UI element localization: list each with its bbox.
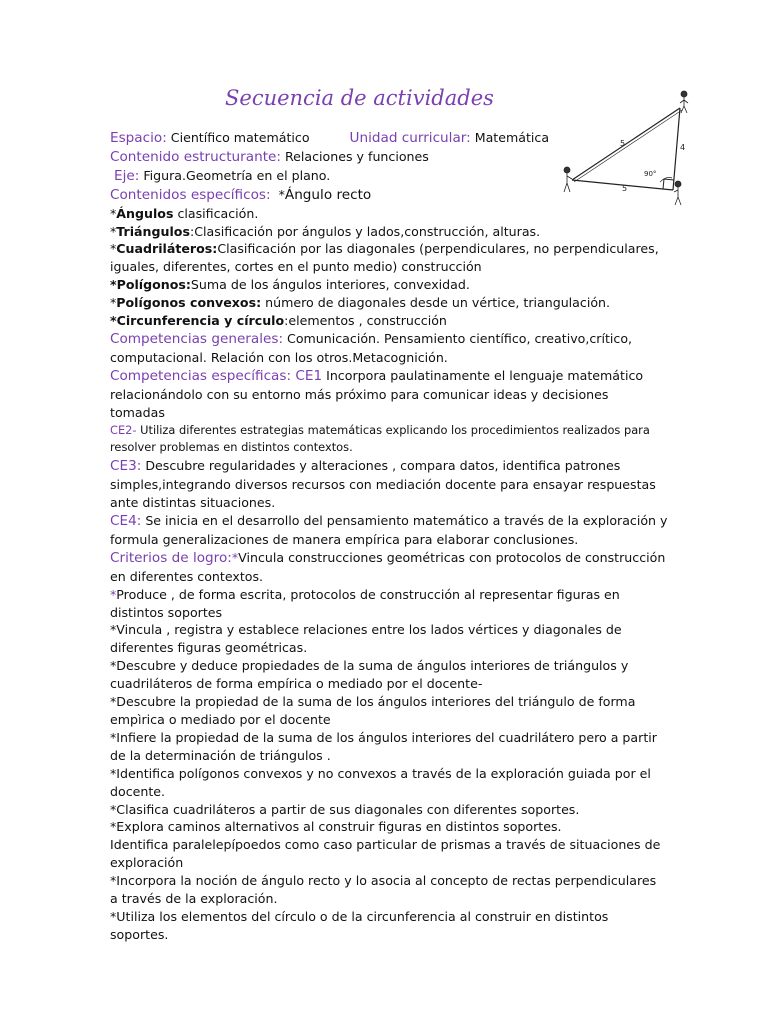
ce2-label: CE2- (110, 422, 137, 437)
cuadrilateros-line (110, 240, 662, 258)
competencias-especificas-line-3: tomadas (110, 404, 165, 420)
ce4-line-2: formula generalizaciones de manera empírica para elaborar conclusiones. (110, 531, 579, 547)
contenidos-especificos-star: * (270, 186, 285, 202)
contenidos-especificos-value: Ángulo recto (284, 186, 372, 203)
criterio-text: Identifica paralelepípoedos como caso particular de prismas a través de situaciones de (110, 837, 661, 853)
criterio-text: *Descubre y deduce propiedades de la suma de ángulos interiores de triángulos y (110, 658, 629, 674)
criterio-item (110, 908, 662, 926)
criterio-text: *Identifica polígonos convexos y no convexos a través de la exploración guiada por el (110, 765, 651, 781)
criterio-text: *Infiere la propiedad de la suma de los ángulos interiores del cuadrilátero pero a partir (110, 729, 657, 745)
ce2-line1: Utiliza diferentes estrategias matemáticas explicando los procedimientos realizados para (136, 422, 650, 437)
contenido-estructurante-label: Contenido estructurante: (110, 148, 281, 165)
criterio-item-continuation: cuadriláteros de forma empírica o mediado por el docente- (110, 676, 483, 692)
criterios-star: * (231, 549, 239, 565)
competencias-especificas-line (110, 367, 662, 386)
ce3-line1: Descubre regularidades y alteraciones , compara datos, identifica patrones (141, 458, 621, 474)
eje-line (110, 167, 662, 186)
poligonos-line (110, 276, 662, 294)
criterio-item-continuation: distintos soportes (110, 604, 223, 620)
criterio-item-continuation: diferentes figuras geométricas. (110, 640, 308, 656)
ce3-label: CE3: (110, 458, 142, 475)
criterio-item (110, 765, 662, 783)
criterio-item (110, 836, 662, 854)
criterio-item-continuation: de la determinación de triángulos . (110, 747, 331, 763)
criterio-text: *Descubre la propiedad de la suma de los ángulos interiores del triángulo de forma (110, 694, 636, 710)
criterio-item (110, 586, 662, 604)
criterio-text: *Explora caminos alternativos al construir figuras en distintos soportes. (110, 819, 562, 835)
cuadrilateros-line-2: iguales, diferentes, cortes en el punto medio) construcción (110, 259, 482, 275)
criterio-text: Produce , de forma escrita, protocolos de construcción al representar figuras en (116, 586, 620, 602)
ce4-line (110, 512, 668, 531)
criterio-item (110, 729, 662, 747)
circunferencia-line (110, 312, 662, 330)
criterio-item-continuation: docente. (110, 783, 166, 799)
criterio-item (110, 693, 662, 711)
ce3-line-3: ante distintas situaciones. (110, 495, 276, 511)
espacio-line (110, 129, 662, 148)
angulos-line (110, 205, 662, 223)
competencias-especificas-label: Competencias específicas: CE1 (110, 367, 323, 384)
criterio-item (110, 657, 662, 675)
criterios-line (110, 549, 666, 568)
unidad-value: Matemática (470, 130, 550, 145)
contenidos-especificos-label: Contenidos específicos: (110, 186, 271, 203)
cuadrilateros-rest1: Clasificación por las diagonales (perpendiculares, no perpendiculares, (217, 241, 659, 257)
contenido-estructurante-line (110, 148, 662, 167)
eje-label: Eje: (114, 167, 140, 184)
cuadrilateros-star: * (110, 241, 117, 257)
angulos-rest: clasificación. (173, 205, 259, 221)
criterio-text: *Clasifica cuadriláteros a partir de sus diagonales con diferentes soportes. (110, 801, 580, 817)
criterio-text: *Utiliza los elementos del círculo o de la circunferencia al construir en distintos (110, 908, 609, 924)
criterio-item-continuation: exploración (110, 855, 184, 871)
triangulos-rest: :Clasificación por ángulos y lados,construcción, alturas. (189, 223, 541, 239)
competencias-especificas-line-2: relacionándolo con su entorno más próximo para comunicar ideas y decisiones (110, 386, 609, 402)
eje-value: Figura.Geometría en el plano. (139, 167, 331, 183)
criterios-label: Criterios de logro: (110, 549, 232, 566)
ce4-line1: Se inicia en el desarrollo del pensamiento matemático a través de la exploración y (141, 513, 668, 529)
figure-label-5-top: 5 (620, 139, 626, 148)
triangulos-term: Triángulos (116, 223, 190, 239)
poligonos-rest: Suma de los ángulos interiores, convexidad. (190, 277, 470, 293)
criterios-line-2: en diferentes contextos. (110, 568, 264, 584)
criterio-item (110, 818, 662, 836)
criterio-text: *Incorpora la noción de ángulo recto y lo asocia al concepto de rectas perpendiculares (110, 873, 657, 889)
ce3-line (110, 457, 662, 476)
poligonos-convexos-line (110, 294, 662, 312)
person-top-icon (680, 91, 688, 113)
triangulos-star: * (110, 223, 117, 239)
triangulos-line (110, 223, 662, 241)
circunferencia-term: *Circunferencia y círculo (110, 313, 285, 329)
ce3-line-2: simples,integrando diversos recursos con mediación docente para ensayar respuestas (110, 477, 656, 493)
criterio-item (110, 801, 662, 819)
figure-label-angle: 90° (644, 170, 657, 178)
criterio-item-continuation: a través de la exploración. (110, 891, 278, 907)
criterio-text: *Vincula , registra y establece relaciones entre los lados vértices y diagonales de (110, 622, 622, 638)
unidad-label: Unidad curricular: (349, 130, 471, 146)
contenidos-especificos-line (110, 186, 662, 205)
competencias-generales-label: Competencias generales: (110, 330, 284, 347)
poligonos-convexos-rest: número de diagonales desde un vértice, triangulación. (261, 295, 611, 311)
ce4-label: CE4: (110, 513, 142, 530)
figure-label-4: 4 (680, 143, 686, 152)
poligonos-convexos-star: * (110, 295, 117, 311)
circunferencia-rest: :elementos , construcción (284, 313, 447, 329)
person-right-icon (674, 181, 681, 205)
ce2-line (110, 422, 662, 440)
poligonos-convexos-term: Polígonos convexos: (116, 295, 262, 311)
criterios-list (110, 586, 662, 944)
page-title: Secuencia de actividades (225, 86, 494, 110)
competencias-generales-line (110, 330, 662, 349)
competencias-especificas-line1: Incorpora paulatinamente el lenguaje matemático (322, 367, 644, 383)
criterio-star: * (110, 586, 117, 602)
criterios-line1: Vincula construcciones geométricas con protocolos de construcción (238, 549, 666, 565)
espacio-label: Espacio: (110, 130, 167, 146)
angulos-term: Ángulos (116, 205, 174, 221)
espacio-value: Científico matemático (166, 130, 310, 145)
contenido-estructurante-value: Relaciones y funciones (280, 148, 429, 164)
competencias-generales-line-2: computacional. Relación con los otros.Metacognición. (110, 349, 448, 365)
criterio-item (110, 872, 662, 890)
angulos-star: * (110, 205, 117, 221)
document-body (110, 129, 668, 944)
poligonos-term: *Polígonos: (110, 277, 191, 293)
criterio-item-continuation: soportes. (110, 926, 169, 942)
cuadrilateros-term: Cuadriláteros: (116, 241, 218, 257)
criterio-item (110, 621, 662, 639)
competencias-generales-line1: Comunicación. Pensamiento científico, creativo,crítico, (283, 330, 633, 346)
figure-label-5-bottom: 5 (622, 184, 628, 193)
criterio-item-continuation: empìrica o mediado por el docente (110, 712, 331, 727)
ce2-line-2: resolver problemas en distintos contextos. (110, 440, 353, 455)
